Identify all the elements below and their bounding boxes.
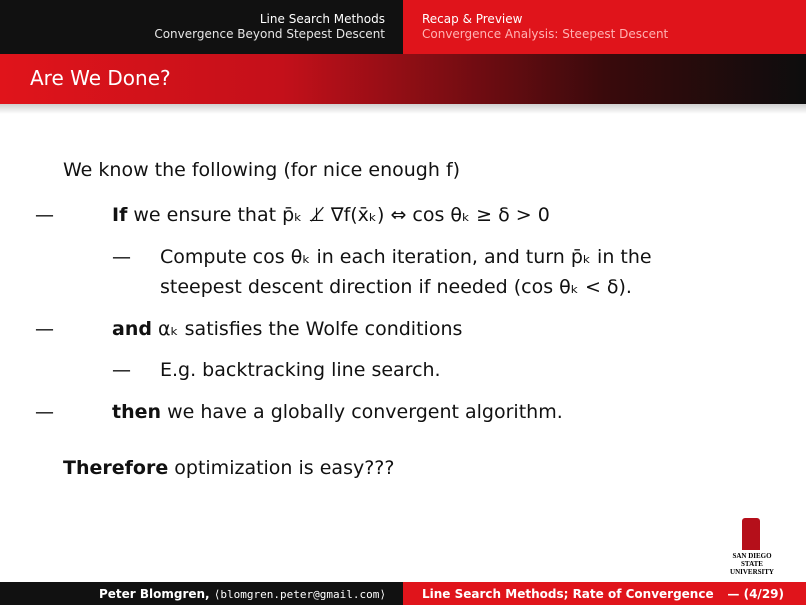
conclusion — [63, 456, 394, 480]
item-1-text: we ensure that p̄ₖ ⊥̸ ∇f(x̄ₖ) ⇔ cos θₖ ≥ δ > 0 — [133, 204, 550, 226]
author-name: Peter Blomgren, — [98, 587, 210, 601]
bullet-dash: — — [35, 401, 54, 423]
item-1 — [112, 203, 550, 227]
nav-subsection-next[interactable]: Convergence Analysis: Steepest Descent — [422, 27, 669, 41]
item-2-sub — [160, 358, 441, 382]
item-1-sub-cont — [160, 275, 632, 299]
conclusion-keyword: Therefore — [63, 457, 169, 479]
sub-bullet-dash: — — [112, 359, 131, 381]
bullet-dash: — — [35, 318, 54, 340]
item-1-keyword: If — [112, 204, 128, 226]
logo-text — [722, 552, 782, 576]
slide-title: Are We Done? — [30, 66, 171, 90]
footer-author — [99, 587, 386, 601]
author-email: ⟨blomgren.peter@gmail.com⟩ — [213, 588, 386, 601]
title-shadow — [0, 104, 806, 114]
university-logo — [722, 518, 782, 576]
item-1-sub-text: Compute cos θₖ in each iteration, and turn p̄ₖ in the — [160, 246, 652, 268]
logo-emblem-icon — [742, 518, 760, 550]
item-3-text: we have a globally convergent algorithm. — [167, 401, 563, 423]
bullet-dash: — — [35, 204, 54, 226]
item-3-keyword: then — [112, 401, 162, 423]
intro-text: We know the following (for nice enough f) — [63, 159, 461, 181]
item-1-sub — [160, 245, 652, 269]
intro-line — [63, 158, 460, 182]
logo-line-1: SAN DIEGO STATE — [732, 552, 772, 568]
logo-line-2: UNIVERSITY — [730, 568, 774, 576]
footer-talk-title: Line Search Methods; Rate of Convergence — [422, 587, 714, 601]
item-2-sub-text: E.g. backtracking line search. — [160, 359, 441, 381]
item-2 — [112, 317, 462, 341]
item-1-sub-text-2: steepest descent direction if needed (cos θₖ < δ). — [160, 276, 632, 298]
footer-page-number: — (4/29) — [727, 587, 784, 601]
conclusion-text: optimization is easy??? — [174, 457, 395, 479]
item-2-keyword: and — [112, 318, 152, 340]
nav-left[interactable] — [154, 12, 385, 42]
item-2-text: αₖ satisfies the Wolfe conditions — [158, 318, 463, 340]
item-3 — [112, 400, 563, 424]
sub-bullet-dash: — — [112, 246, 131, 268]
nav-section-next[interactable]: Recap & Preview — [422, 12, 523, 26]
nav-right[interactable] — [422, 12, 668, 42]
nav-subsection-current[interactable]: Convergence Beyond Stepest Descent — [154, 27, 385, 41]
nav-section-current[interactable]: Line Search Methods — [259, 12, 385, 26]
